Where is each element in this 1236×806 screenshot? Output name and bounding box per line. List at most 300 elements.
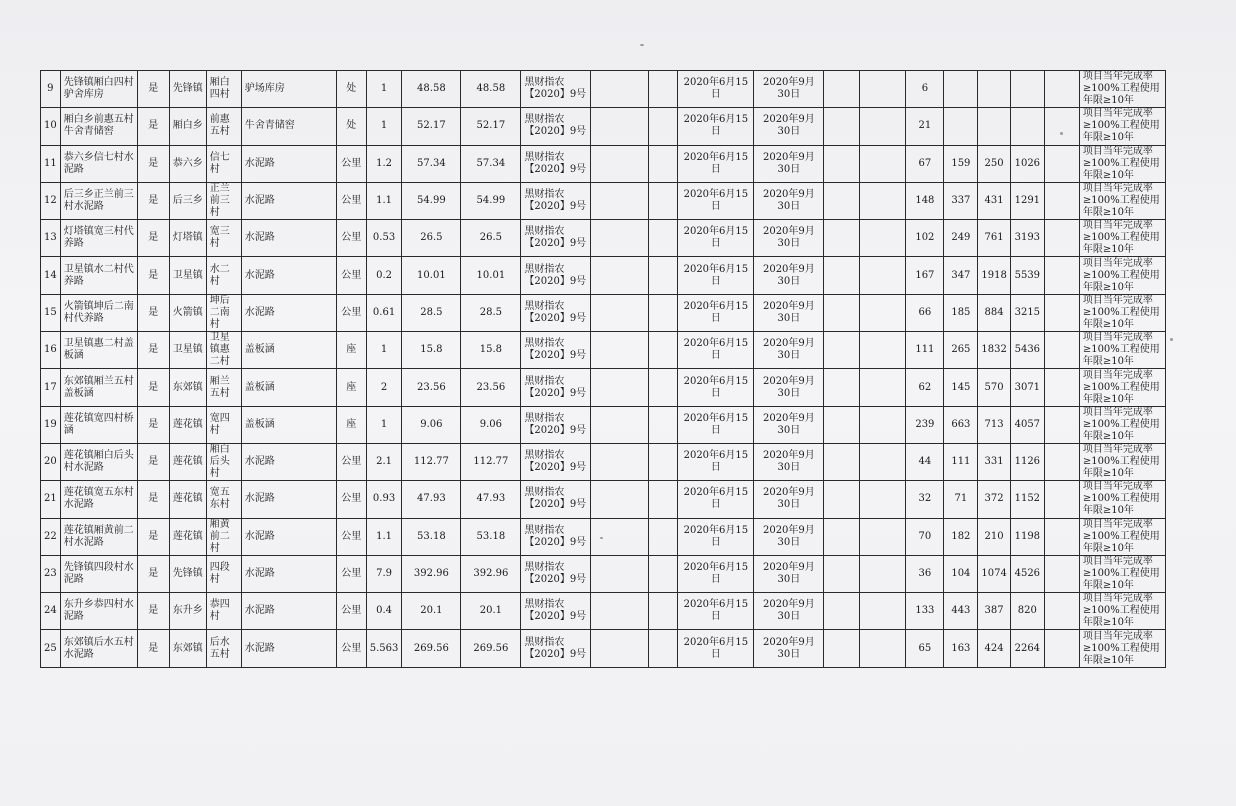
start-date-cell: 2020年6月15日: [678, 108, 754, 145]
amount-total-cell: 26.5: [402, 220, 461, 257]
blank-cell: [1044, 182, 1079, 219]
document-number-cell: 黑财指农【2020】9号: [521, 406, 591, 443]
village-cell: 恭四村: [206, 593, 241, 630]
unit-cell: 座: [336, 406, 366, 443]
blank-cell: [824, 145, 860, 182]
unit-cell: 公里: [336, 257, 366, 294]
unit-cell: 座: [336, 369, 366, 406]
project-name: 卫星镇水二村代养路: [60, 257, 137, 294]
blank-cell: [591, 593, 649, 630]
blank-cell: [860, 593, 906, 630]
row-number: 15: [41, 294, 61, 331]
row-number: 20: [41, 443, 61, 480]
document-number-cell: 黑财指农【2020】9号: [521, 481, 591, 518]
total-households-cell: 713: [978, 406, 1010, 443]
blank-cell: [649, 145, 678, 182]
amount-fund-cell: 53.18: [461, 518, 521, 555]
town-cell: 莲花镇: [169, 518, 206, 555]
start-date-cell: 2020年6月15日: [678, 555, 754, 592]
total-households-cell: 387: [978, 593, 1010, 630]
blank-cell: [860, 71, 906, 108]
amount-fund-cell: 23.56: [461, 369, 521, 406]
table-row: [41, 406, 1166, 443]
amount-total-cell: 392.96: [402, 555, 461, 592]
content-cell: 水泥路: [241, 145, 336, 182]
table-row: [41, 182, 1166, 219]
project-name: 火箭镇坤后二南村代养路: [60, 294, 137, 331]
project-name: 厢白乡前惠五村牛舍青储窖: [60, 108, 137, 145]
amount-total-cell: 15.8: [402, 332, 461, 369]
total-households-cell: 250: [978, 145, 1010, 182]
blank-cell: [649, 220, 678, 257]
quantity-cell: 1.2: [366, 145, 402, 182]
row-number: 11: [41, 145, 61, 182]
amount-total-cell: 112.77: [402, 443, 461, 480]
row-number: 14: [41, 257, 61, 294]
blank-cell: [1044, 593, 1079, 630]
blank-cell: [824, 257, 860, 294]
beneficiary-households-cell: 148: [906, 182, 944, 219]
beneficiary-people-cell: 145: [944, 369, 978, 406]
performance-target-cell: 项目当年完成率≥100%工程使用年限≥10年: [1079, 145, 1165, 182]
amount-total-cell: 52.17: [402, 108, 461, 145]
row-number: 24: [41, 593, 61, 630]
total-people-cell: 1126: [1010, 443, 1044, 480]
blank-cell: [1044, 369, 1079, 406]
performance-target-cell: 项目当年完成率≥100%工程使用年限≥10年: [1079, 593, 1165, 630]
flag-cell: 是: [137, 294, 169, 331]
performance-target-cell: 项目当年完成率≥100%工程使用年限≥10年: [1079, 443, 1165, 480]
unit-cell: 公里: [336, 593, 366, 630]
beneficiary-households-cell: 133: [906, 593, 944, 630]
amount-total-cell: 23.56: [402, 369, 461, 406]
total-people-cell: 4526: [1010, 555, 1044, 592]
blank-cell: [1044, 108, 1079, 145]
blank-cell: [824, 294, 860, 331]
beneficiary-people-cell: 337: [944, 182, 978, 219]
project-name: 先锋镇四段村水泥路: [60, 555, 137, 592]
table-row: [41, 518, 1166, 555]
total-people-cell: 5436: [1010, 332, 1044, 369]
blank-cell: [860, 630, 906, 667]
village-cell: 正兰前三村: [206, 182, 241, 219]
total-households-cell: 1832: [978, 332, 1010, 369]
content-cell: 盖板涵: [241, 406, 336, 443]
project-name: 卫星镇惠二村盖板涵: [60, 332, 137, 369]
row-number: 12: [41, 182, 61, 219]
blank-cell: [649, 182, 678, 219]
amount-fund-cell: 392.96: [461, 555, 521, 592]
quantity-cell: 7.9: [366, 555, 402, 592]
blank-cell: [1044, 294, 1079, 331]
unit-cell: 处: [336, 108, 366, 145]
total-households-cell: 884: [978, 294, 1010, 331]
end-date-cell: 2020年9月30日: [754, 220, 824, 257]
blank-cell: [824, 593, 860, 630]
amount-fund-cell: 48.58: [461, 71, 521, 108]
beneficiary-people-cell: 249: [944, 220, 978, 257]
flag-cell: 是: [137, 593, 169, 630]
content-cell: 水泥路: [241, 555, 336, 592]
start-date-cell: 2020年6月15日: [678, 220, 754, 257]
amount-total-cell: 9.06: [402, 406, 461, 443]
village-cell: 宽四村: [206, 406, 241, 443]
total-people-cell: 1198: [1010, 518, 1044, 555]
beneficiary-households-cell: 67: [906, 145, 944, 182]
total-households-cell: 1918: [978, 257, 1010, 294]
row-number: 22: [41, 518, 61, 555]
blank-cell: [1044, 555, 1079, 592]
beneficiary-households-cell: 6: [906, 71, 944, 108]
end-date-cell: 2020年9月30日: [754, 71, 824, 108]
scan-speck: [640, 44, 644, 46]
quantity-cell: 0.2: [366, 257, 402, 294]
beneficiary-people-cell: 182: [944, 518, 978, 555]
performance-target-cell: 项目当年完成率≥100%工程使用年限≥10年: [1079, 108, 1165, 145]
amount-fund-cell: 57.34: [461, 145, 521, 182]
amount-fund-cell: 15.8: [461, 332, 521, 369]
beneficiary-people-cell: 111: [944, 443, 978, 480]
document-number-cell: 黑财指农【2020】9号: [521, 630, 591, 667]
blank-cell: [824, 630, 860, 667]
document-number-cell: 黑财指农【2020】9号: [521, 555, 591, 592]
town-cell: 东郊镇: [169, 369, 206, 406]
table-row: [41, 332, 1166, 369]
performance-target-cell: 项目当年完成率≥100%工程使用年限≥10年: [1079, 406, 1165, 443]
blank-cell: [860, 182, 906, 219]
blank-cell: [649, 257, 678, 294]
row-number: 21: [41, 481, 61, 518]
start-date-cell: 2020年6月15日: [678, 145, 754, 182]
blank-cell: [860, 443, 906, 480]
unit-cell: 公里: [336, 555, 366, 592]
blank-cell: [824, 369, 860, 406]
start-date-cell: 2020年6月15日: [678, 481, 754, 518]
blank-cell: [860, 332, 906, 369]
village-cell: 水二村: [206, 257, 241, 294]
blank-cell: [1044, 220, 1079, 257]
beneficiary-people-cell: 159: [944, 145, 978, 182]
amount-fund-cell: 47.93: [461, 481, 521, 518]
blank-cell: [591, 294, 649, 331]
amount-total-cell: 48.58: [402, 71, 461, 108]
total-people-cell: 3215: [1010, 294, 1044, 331]
table-row: [41, 481, 1166, 518]
town-cell: 东升乡: [169, 593, 206, 630]
blank-cell: [824, 182, 860, 219]
village-cell: 前惠五村: [206, 108, 241, 145]
unit-cell: 公里: [336, 145, 366, 182]
blank-cell: [649, 294, 678, 331]
row-number: 10: [41, 108, 61, 145]
blank-cell: [591, 108, 649, 145]
total-people-cell: 1026: [1010, 145, 1044, 182]
performance-target-cell: 项目当年完成率≥100%工程使用年限≥10年: [1079, 257, 1165, 294]
start-date-cell: 2020年6月15日: [678, 593, 754, 630]
beneficiary-people-cell: 185: [944, 294, 978, 331]
content-cell: 水泥路: [241, 630, 336, 667]
blank-cell: [860, 294, 906, 331]
unit-cell: 处: [336, 71, 366, 108]
town-cell: 后三乡: [169, 182, 206, 219]
beneficiary-households-cell: 102: [906, 220, 944, 257]
beneficiary-people-cell: 265: [944, 332, 978, 369]
performance-target-cell: 项目当年完成率≥100%工程使用年限≥10年: [1079, 294, 1165, 331]
start-date-cell: 2020年6月15日: [678, 294, 754, 331]
performance-target-cell: 项目当年完成率≥100%工程使用年限≥10年: [1079, 481, 1165, 518]
table-row: [41, 220, 1166, 257]
blank-cell: [1044, 71, 1079, 108]
performance-target-cell: 项目当年完成率≥100%工程使用年限≥10年: [1079, 518, 1165, 555]
document-number-cell: 黑财指农【2020】9号: [521, 145, 591, 182]
total-households-cell: [978, 71, 1010, 108]
beneficiary-people-cell: 347: [944, 257, 978, 294]
scan-speck: [1170, 338, 1173, 341]
amount-fund-cell: 9.06: [461, 406, 521, 443]
end-date-cell: 2020年9月30日: [754, 555, 824, 592]
document-number-cell: 黑财指农【2020】9号: [521, 518, 591, 555]
table-row: [41, 593, 1166, 630]
flag-cell: 是: [137, 332, 169, 369]
town-cell: 先锋镇: [169, 555, 206, 592]
village-cell: 厢兰五村: [206, 369, 241, 406]
quantity-cell: 0.61: [366, 294, 402, 331]
beneficiary-people-cell: 163: [944, 630, 978, 667]
amount-fund-cell: 269.56: [461, 630, 521, 667]
unit-cell: 公里: [336, 481, 366, 518]
flag-cell: 是: [137, 369, 169, 406]
blank-cell: [649, 593, 678, 630]
flag-cell: 是: [137, 443, 169, 480]
blank-cell: [649, 108, 678, 145]
blank-cell: [591, 332, 649, 369]
amount-fund-cell: 52.17: [461, 108, 521, 145]
beneficiary-households-cell: 65: [906, 630, 944, 667]
flag-cell: 是: [137, 220, 169, 257]
row-number: 19: [41, 406, 61, 443]
performance-target-cell: 项目当年完成率≥100%工程使用年限≥10年: [1079, 71, 1165, 108]
blank-cell: [591, 630, 649, 667]
total-households-cell: 1074: [978, 555, 1010, 592]
project-name: 莲花镇厢黄前二村水泥路: [60, 518, 137, 555]
village-cell: 厢白后头村: [206, 443, 241, 480]
quantity-cell: 1: [366, 108, 402, 145]
flag-cell: 是: [137, 71, 169, 108]
amount-total-cell: 28.5: [402, 294, 461, 331]
blank-cell: [591, 182, 649, 219]
blank-cell: [860, 145, 906, 182]
blank-cell: [860, 108, 906, 145]
amount-fund-cell: 26.5: [461, 220, 521, 257]
beneficiary-people-cell: 104: [944, 555, 978, 592]
quantity-cell: 2: [366, 369, 402, 406]
blank-cell: [649, 332, 678, 369]
end-date-cell: 2020年9月30日: [754, 145, 824, 182]
table-row: [41, 257, 1166, 294]
blank-cell: [1044, 630, 1079, 667]
blank-cell: [824, 71, 860, 108]
end-date-cell: 2020年9月30日: [754, 257, 824, 294]
town-cell: 卫星镇: [169, 332, 206, 369]
beneficiary-households-cell: 66: [906, 294, 944, 331]
amount-total-cell: 54.99: [402, 182, 461, 219]
project-table: [40, 70, 1166, 668]
end-date-cell: 2020年9月30日: [754, 369, 824, 406]
content-cell: 水泥路: [241, 257, 336, 294]
flag-cell: 是: [137, 555, 169, 592]
village-cell: 宽五东村: [206, 481, 241, 518]
blank-cell: [1044, 443, 1079, 480]
document-number-cell: 黑财指农【2020】9号: [521, 108, 591, 145]
blank-cell: [649, 630, 678, 667]
table-row: [41, 555, 1166, 592]
blank-cell: [591, 406, 649, 443]
end-date-cell: 2020年9月30日: [754, 593, 824, 630]
beneficiary-people-cell: [944, 71, 978, 108]
amount-total-cell: 57.34: [402, 145, 461, 182]
blank-cell: [1044, 406, 1079, 443]
end-date-cell: 2020年9月30日: [754, 182, 824, 219]
blank-cell: [1044, 257, 1079, 294]
total-households-cell: 331: [978, 443, 1010, 480]
project-name: 东郊镇后水五村水泥路: [60, 630, 137, 667]
total-households-cell: 431: [978, 182, 1010, 219]
total-people-cell: 3193: [1010, 220, 1044, 257]
town-cell: 火箭镇: [169, 294, 206, 331]
blank-cell: [591, 555, 649, 592]
total-people-cell: [1010, 108, 1044, 145]
blank-cell: [649, 369, 678, 406]
total-people-cell: 2264: [1010, 630, 1044, 667]
quantity-cell: 1: [366, 71, 402, 108]
blank-cell: [649, 555, 678, 592]
project-name: 灯塔镇宽三村代养路: [60, 220, 137, 257]
amount-total-cell: 53.18: [402, 518, 461, 555]
village-cell: 宽三村: [206, 220, 241, 257]
amount-fund-cell: 54.99: [461, 182, 521, 219]
town-cell: 灯塔镇: [169, 220, 206, 257]
quantity-cell: 1.1: [366, 182, 402, 219]
document-number-cell: 黑财指农【2020】9号: [521, 220, 591, 257]
end-date-cell: 2020年9月30日: [754, 108, 824, 145]
village-cell: 后水五村: [206, 630, 241, 667]
content-cell: 牛舍青储窖: [241, 108, 336, 145]
performance-target-cell: 项目当年完成率≥100%工程使用年限≥10年: [1079, 555, 1165, 592]
amount-total-cell: 47.93: [402, 481, 461, 518]
unit-cell: 公里: [336, 443, 366, 480]
town-cell: 东郊镇: [169, 630, 206, 667]
beneficiary-households-cell: 44: [906, 443, 944, 480]
row-number: 25: [41, 630, 61, 667]
total-households-cell: 372: [978, 481, 1010, 518]
village-cell: 厢黄前二村: [206, 518, 241, 555]
total-people-cell: 3071: [1010, 369, 1044, 406]
end-date-cell: 2020年9月30日: [754, 518, 824, 555]
content-cell: 盖板涵: [241, 369, 336, 406]
content-cell: 水泥路: [241, 518, 336, 555]
beneficiary-households-cell: 21: [906, 108, 944, 145]
amount-fund-cell: 112.77: [461, 443, 521, 480]
blank-cell: [860, 369, 906, 406]
beneficiary-people-cell: 71: [944, 481, 978, 518]
unit-cell: 公里: [336, 220, 366, 257]
content-cell: 水泥路: [241, 182, 336, 219]
flag-cell: 是: [137, 518, 169, 555]
amount-total-cell: 269.56: [402, 630, 461, 667]
beneficiary-households-cell: 239: [906, 406, 944, 443]
start-date-cell: 2020年6月15日: [678, 369, 754, 406]
town-cell: 恭六乡: [169, 145, 206, 182]
town-cell: 厢白乡: [169, 108, 206, 145]
unit-cell: 公里: [336, 182, 366, 219]
quantity-cell: 1: [366, 406, 402, 443]
blank-cell: [1044, 332, 1079, 369]
total-households-cell: 761: [978, 220, 1010, 257]
beneficiary-households-cell: 111: [906, 332, 944, 369]
row-number: 13: [41, 220, 61, 257]
table-row: [41, 369, 1166, 406]
document-number-cell: 黑财指农【2020】9号: [521, 182, 591, 219]
performance-target-cell: 项目当年完成率≥100%工程使用年限≥10年: [1079, 182, 1165, 219]
total-households-cell: [978, 108, 1010, 145]
amount-total-cell: 20.1: [402, 593, 461, 630]
blank-cell: [860, 481, 906, 518]
project-name: 后三乡正兰前三村水泥路: [60, 182, 137, 219]
start-date-cell: 2020年6月15日: [678, 182, 754, 219]
beneficiary-people-cell: [944, 108, 978, 145]
end-date-cell: 2020年9月30日: [754, 443, 824, 480]
project-name: 东升乡恭四村水泥路: [60, 593, 137, 630]
village-cell: 坤后二南村: [206, 294, 241, 331]
village-cell: 四段村: [206, 555, 241, 592]
amount-fund-cell: 10.01: [461, 257, 521, 294]
project-name: 莲花镇宽四村桥涵: [60, 406, 137, 443]
row-number: 16: [41, 332, 61, 369]
quantity-cell: 0.53: [366, 220, 402, 257]
unit-cell: 公里: [336, 630, 366, 667]
project-name: 东郊镇厢兰五村盖板涵: [60, 369, 137, 406]
blank-cell: [824, 481, 860, 518]
blank-cell: [591, 518, 649, 555]
table-row: [41, 443, 1166, 480]
quantity-cell: 2.1: [366, 443, 402, 480]
flag-cell: 是: [137, 108, 169, 145]
blank-cell: [860, 406, 906, 443]
content-cell: 水泥路: [241, 481, 336, 518]
total-people-cell: 1152: [1010, 481, 1044, 518]
beneficiary-people-cell: 443: [944, 593, 978, 630]
document-number-cell: 黑财指农【2020】9号: [521, 71, 591, 108]
start-date-cell: 2020年6月15日: [678, 443, 754, 480]
total-people-cell: 5539: [1010, 257, 1044, 294]
start-date-cell: 2020年6月15日: [678, 71, 754, 108]
village-cell: 卫星镇惠二村: [206, 332, 241, 369]
project-name: 恭六乡信七村水泥路: [60, 145, 137, 182]
quantity-cell: 1: [366, 332, 402, 369]
blank-cell: [649, 406, 678, 443]
blank-cell: [591, 369, 649, 406]
end-date-cell: 2020年9月30日: [754, 630, 824, 667]
start-date-cell: 2020年6月15日: [678, 257, 754, 294]
village-cell: 信七村: [206, 145, 241, 182]
content-cell: 驴场库房: [241, 71, 336, 108]
total-households-cell: 210: [978, 518, 1010, 555]
beneficiary-households-cell: 62: [906, 369, 944, 406]
blank-cell: [860, 220, 906, 257]
performance-target-cell: 项目当年完成率≥100%工程使用年限≥10年: [1079, 630, 1165, 667]
document-number-cell: 黑财指农【2020】9号: [521, 294, 591, 331]
town-cell: 卫星镇: [169, 257, 206, 294]
